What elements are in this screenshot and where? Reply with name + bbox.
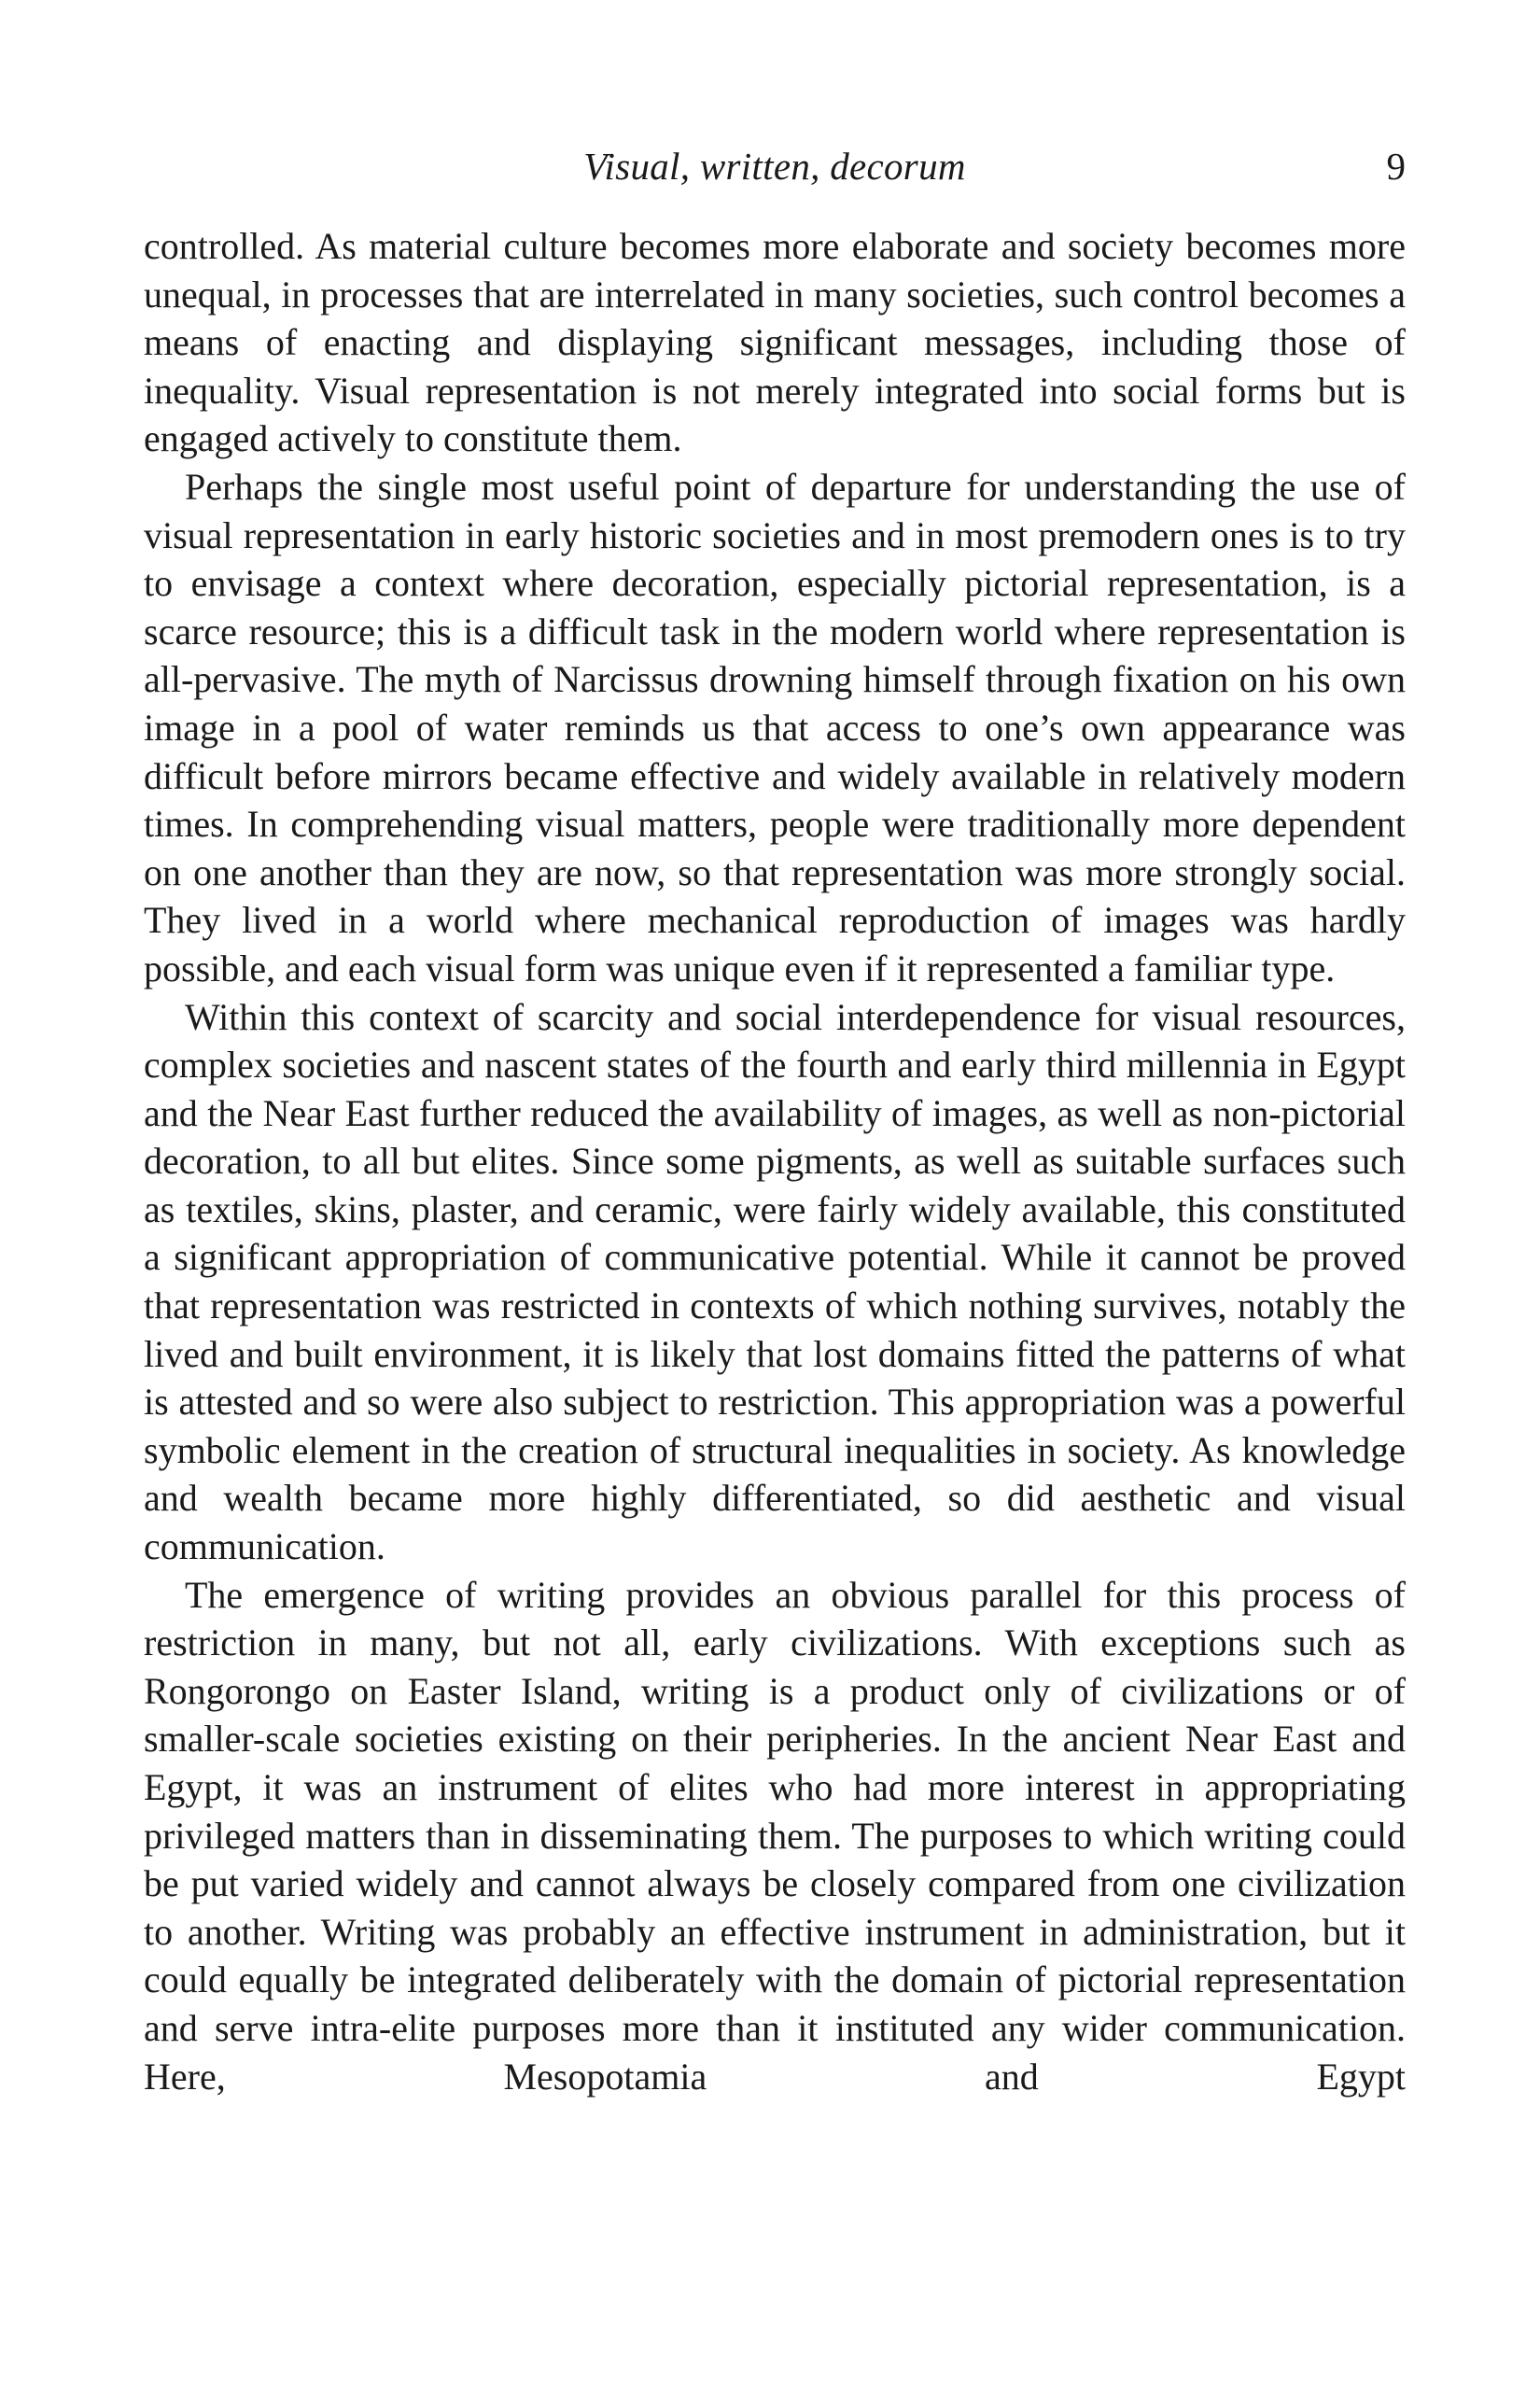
body-text bbox=[144, 222, 1406, 2100]
running-title: Visual, written, decorum bbox=[583, 145, 966, 188]
paragraph-1: controlled. As material culture becomes more elaborate and society becomes more unequal, in processes that are interrelated in many societies, such control becomes a means of enacting and displaying significant messages, including those of inequality. Visual representation is not merely integrated into social forms but is engaged actively to constitute them. bbox=[144, 225, 1406, 460]
page-number: 9 bbox=[1386, 145, 1406, 188]
paragraph-3: Within this context of scarcity and social interdependence for visual resources, complex societies and nascent states of the fourth and early third millennia in Egypt and the Near East further reduced the availability of images, as well as non-pictorial decoration, to all but elites. Since some pigments, as well as suitable surfaces such as textiles, skins, plaster, and ceramic, were fairly widely available, this constituted a significant appropriation of communicative potential. While it cannot be proved that representation was restricted in contexts of which nothing survives, notably the lived and built environment, it is likely that lost domains fitted the patterns of what is attested and so were also subject to restriction. This appropriation was a powerful symbolic element in the creation of structural inequalities in society. As knowledge and wealth became more highly differentiated, so did aesthetic and visual communication. bbox=[144, 995, 1406, 1568]
paragraph-2: Perhaps the single most useful point of departure for understanding the use of visual representation in early historic societies and in most premodern ones is to try to envisage a context where decoration, especially pictorial representation, is a scarce resource; this is a difficult task in the modern world where representation is all-pervasive. The myth of Narcissus drowning himself through fixation on his own image in a pool of water reminds us that access to one’s own appearance was difficult before mirrors became effective and widely available in relatively modern times. In comprehending visual matters, people were traditionally more dependent on one another than they are now, so that representation was more strongly social. They lived in a world where mechanical reproduction of images was hardly possible, and each visual form was unique even if it represented a familiar type. bbox=[144, 465, 1406, 989]
running-head bbox=[144, 140, 1406, 192]
paragraph-4: The emergence of writing provides an obvious parallel for this process of restriction in many, but not all, early civilizations. With exceptions such as Rongorongo on Easter Island, writing is a product only of civilizations or of smaller-scale societies existing on their peripheries. In the ancient Near East and Egypt, it was an instrument of elites who had more interest in appropriating privileged matters than in disseminating them. The purposes to which writing could be put varied widely and cannot always be closely compared from one civilization to another. Writing was probably an effective instrument in administration, but it could equally be integrated deliberately with the domain of pictorial representation and serve intra-elite purposes more than it instituted any wider communication. Here, Mesopotamia and Egypt bbox=[144, 1573, 1406, 2098]
